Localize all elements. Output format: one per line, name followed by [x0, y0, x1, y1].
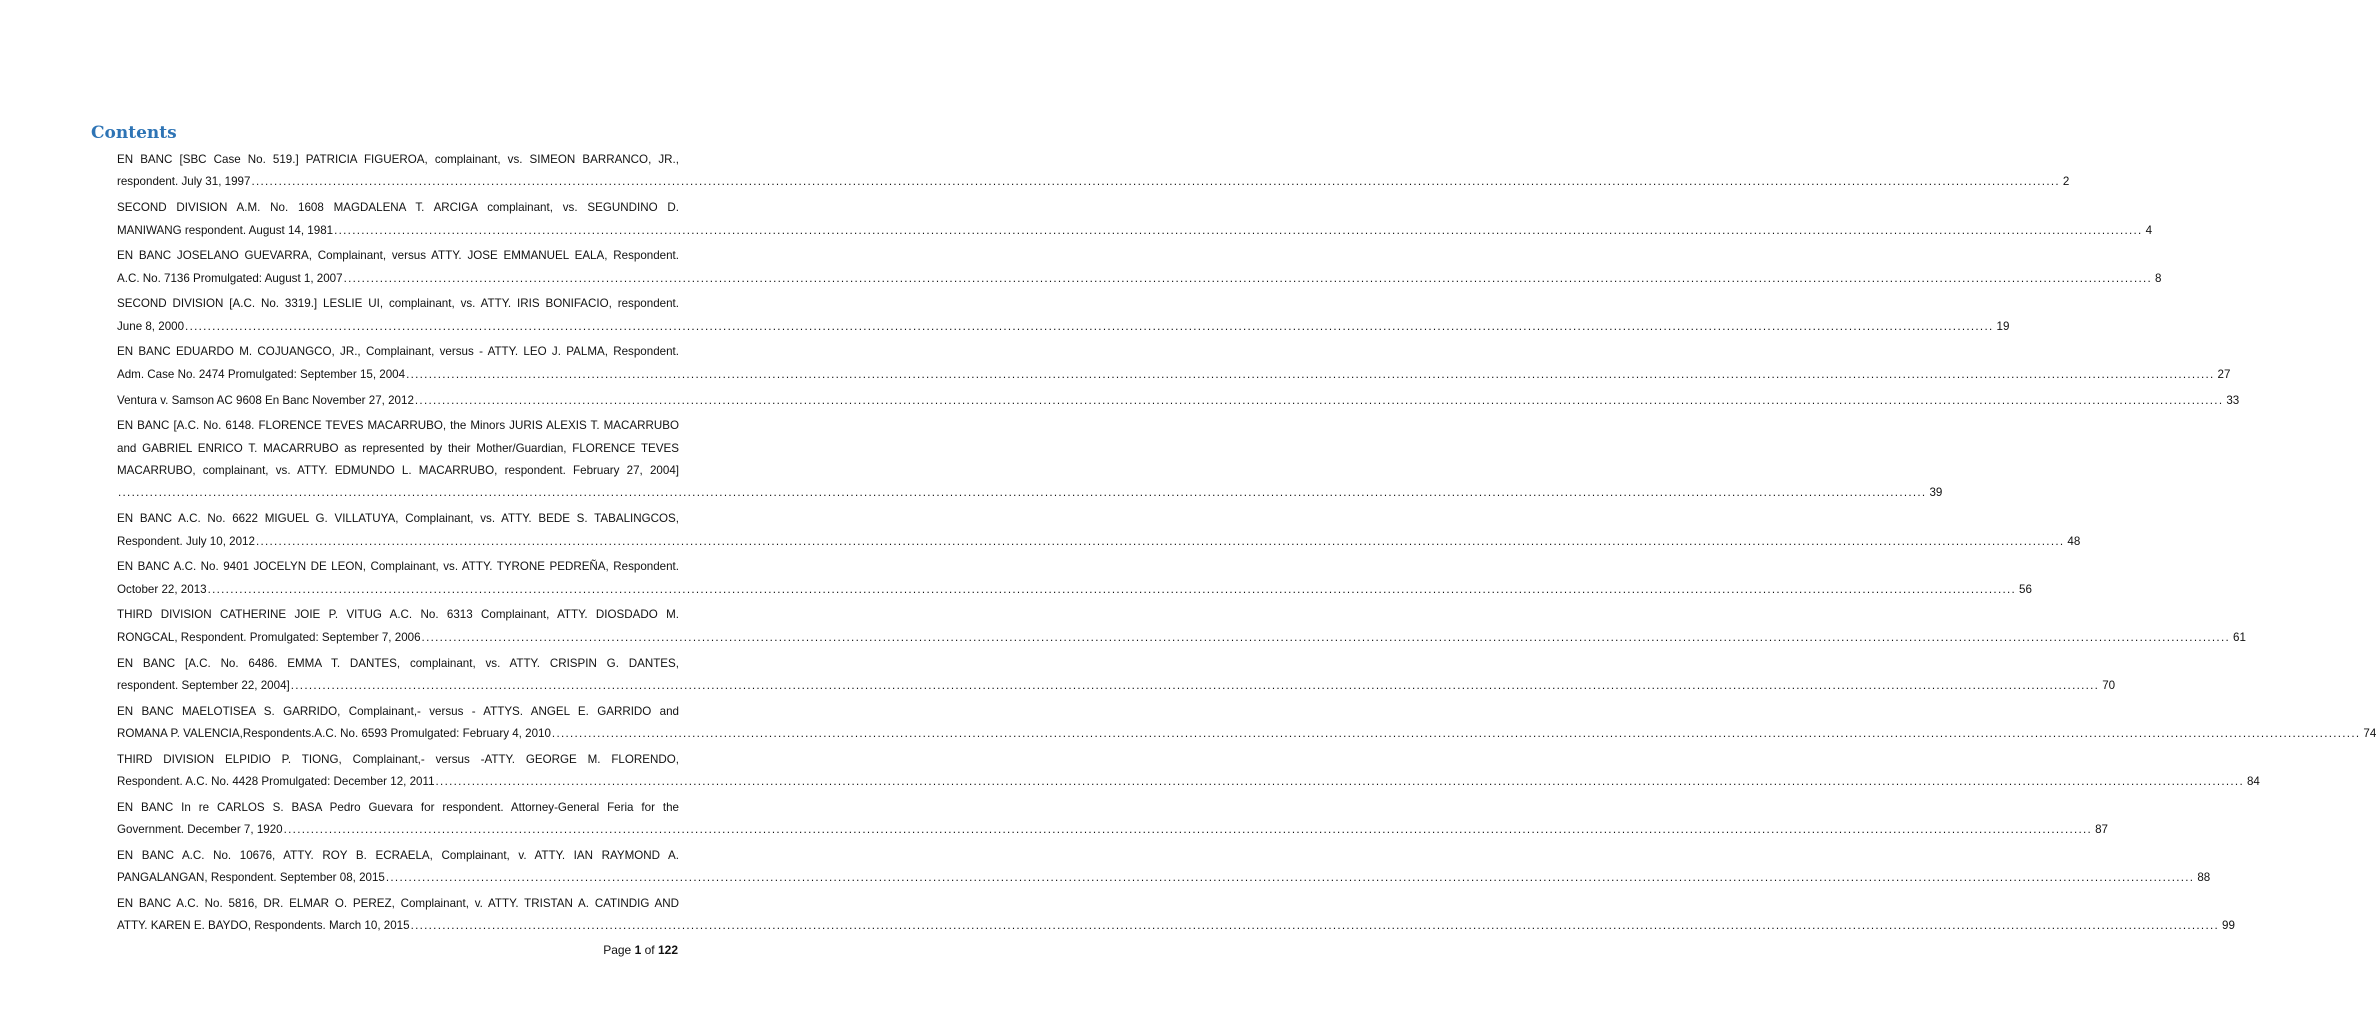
toc-entry-tail — [117, 316, 2010, 338]
toc-entry-text: Adm. Case No. 2474 Promulgated: September 15, 2004 — [117, 367, 406, 381]
toc-entry-tail — [117, 268, 2162, 290]
toc-entry-tail — [117, 579, 2032, 601]
dot-leader: ................................................................................................................................................................................................................................................................................................................................................................................................................ — [410, 919, 2220, 933]
dot-leader: ................................................................................................................................................................................................................................................................................................................................................................................................................ — [283, 823, 2093, 837]
toc-entry-text: EN BANC EDUARDO M. COJUANGCO, JR., Complainant, versus - ATTY. LEO J. PALMA, Respondent. — [117, 345, 679, 359]
dot-leader: ................................................................................................................................................................................................................................................................................................................................................................................................................ — [435, 775, 2244, 789]
toc-entry-text: RONGCAL, Respondent. Promulgated: September 7, 2006 — [117, 630, 421, 644]
toc-entry-tail — [117, 675, 2116, 697]
toc-page-number[interactable]: 33 — [2226, 393, 2240, 407]
toc-entry-text: respondent. July 31, 1997 — [117, 175, 251, 189]
toc-page-number[interactable]: 61 — [2233, 630, 2246, 644]
toc-entry[interactable] — [117, 749, 2260, 794]
dot-leader: ................................................................................................................................................................................................................................................................................................................................................................................................................ — [406, 367, 2215, 381]
toc-entry-text: EN BANC MAELOTISEA S. GARRIDO, Complainant,- versus - ATTYS. ANGEL E. GARRIDO and — [117, 704, 679, 718]
toc-entry[interactable] — [117, 845, 2211, 890]
toc-page-number[interactable]: 99 — [2222, 919, 2235, 933]
toc-entry-text: MACARRUBO, complainant, vs. ATTY. EDMUNDO L. MACARRUBO, respondent. February 27, 2004] — [117, 464, 679, 478]
toc-entry-tail — [117, 771, 2260, 793]
toc-entry-tail — [117, 819, 2108, 841]
toc-entry-text: EN BANC A.C. No. 6622 MIGUEL G. VILLATUYA, Complainant, vs. ATTY. BEDE S. TABALINGCOS, — [117, 512, 679, 526]
toc-entry-text: THIRD DIVISION ELPIDIO P. TIONG, Complainant,- versus -ATTY. GEORGE M. FLORENDO, — [117, 752, 679, 766]
toc-entry-text: EN BANC In re CARLOS S. BASA Pedro Guevara for respondent. Attorney-General Feria for the — [117, 800, 679, 814]
toc-entry-text: EN BANC A.C. No. 10676, ATTY. ROY B. ECRAELA, Complainant, v. ATTY. IAN RAYMOND A. — [117, 848, 679, 862]
toc-page-number[interactable]: 8 — [2155, 271, 2162, 285]
dot-leader: ................................................................................................................................................................................................................................................................................................................................................................................................................ — [255, 534, 2065, 548]
toc-entry[interactable] — [117, 341, 2231, 386]
toc-entry-tail — [117, 390, 2240, 412]
toc-entry[interactable] — [117, 415, 1943, 505]
toc-entry-text: October 22, 2013 — [117, 582, 207, 596]
toc-entry-text: Government. December 7, 1920 — [117, 823, 283, 837]
toc-entry-text: EN BANC A.C. No. 9401 JOCELYN DE LEON, Complainant, vs. ATTY. TYRONE PEDREÑA, Respondent. — [117, 560, 679, 574]
toc-entry-text: and GABRIEL ENRICO T. MACARRUBO as represented by their Mother/Guardian, FLORENCE TEVES — [117, 441, 679, 455]
dot-leader: ................................................................................................................................................................................................................................................................................................................................................................................................................ — [251, 175, 2060, 189]
toc-entry-tail — [117, 364, 2231, 386]
toc-page-number[interactable]: 56 — [2019, 582, 2032, 596]
dot-leader: ................................................................................................................................................................................................................................................................................................................................................................................................................ — [185, 319, 1994, 333]
toc-entry-text: EN BANC [A.C. No. 6486. EMMA T. DANTES, complainant, vs. ATTY. CRISPIN G. DANTES, — [117, 656, 679, 670]
current-page-number: 1 — [634, 943, 642, 957]
toc-entry-text: ATTY. KAREN E. BAYDO, Respondents. March 10, 2015 — [117, 919, 410, 933]
page-label: Page — [603, 943, 632, 957]
toc-entry[interactable] — [117, 245, 2162, 290]
table-of-contents — [117, 149, 2376, 941]
toc-page-number[interactable]: 27 — [2217, 367, 2231, 381]
toc-page-number[interactable]: 88 — [2197, 871, 2211, 885]
toc-entry-tail — [117, 627, 2246, 649]
toc-entry-text: EN BANC [SBC Case No. 519.] PATRICIA FIGUEROA, complainant, vs. SIMEON BARRANCO, JR., — [117, 153, 679, 166]
toc-entry[interactable] — [117, 149, 2070, 194]
toc-page-number[interactable]: 2 — [2062, 175, 2070, 189]
toc-page-number[interactable]: 19 — [1996, 319, 2010, 333]
toc-page-number[interactable]: 39 — [1929, 486, 1943, 500]
toc-entry-tail — [117, 531, 2081, 553]
toc-entry-text: EN BANC JOSELANO GUEVARRA, Complainant, versus ATTY. JOSE EMMANUEL EALA, Respondent. — [117, 249, 679, 263]
toc-entry[interactable] — [117, 701, 2376, 746]
dot-leader: ................................................................................................................................................................................................................................................................................................................................................................................................................ — [414, 393, 2224, 407]
total-page-count: 122 — [657, 943, 678, 957]
toc-entry[interactable] — [117, 197, 2153, 242]
toc-entry-text: MANIWANG respondent. August 14, 1981 — [117, 223, 334, 237]
toc-entry-text: Ventura v. Samson AC 9608 En Banc November 27, 2012 — [117, 393, 414, 407]
dot-leader: ................................................................................................................................................................................................................................................................................................................................................................................................................ — [551, 727, 2361, 741]
toc-entry-tail — [117, 723, 2376, 745]
toc-entry-text: EN BANC [A.C. No. 6148. FLORENCE TEVES MACARRUBO, the Minors JURIS ALEXIS T. MACARRUBO — [117, 419, 679, 433]
toc-page-number[interactable]: 84 — [2246, 775, 2260, 789]
toc-entry[interactable] — [117, 653, 2116, 698]
toc-entry[interactable] — [117, 604, 2246, 649]
toc-entry-text: ROMANA P. VALENCIA,Respondents.A.C. No. 6593 Promulgated: February 4, 2010 — [117, 727, 551, 741]
toc-entry-text: respondent. September 22, 2004] — [117, 678, 290, 692]
toc-entry[interactable] — [117, 893, 2235, 938]
toc-title: Contents — [91, 123, 177, 143]
toc-entry[interactable] — [117, 508, 2081, 553]
dot-leader: ................................................................................................................................................................................................................................................................................................................................................................................................................ — [118, 486, 1927, 500]
dot-leader: ................................................................................................................................................................................................................................................................................................................................................................................................................ — [207, 582, 2017, 596]
toc-page-number[interactable]: 4 — [2145, 223, 2153, 237]
dot-leader: ................................................................................................................................................................................................................................................................................................................................................................................................................ — [343, 271, 2153, 285]
toc-entry-tail — [117, 867, 2211, 889]
toc-entry[interactable] — [117, 556, 2032, 601]
dot-leader: ................................................................................................................................................................................................................................................................................................................................................................................................................ — [334, 223, 2143, 237]
dot-leader: ................................................................................................................................................................................................................................................................................................................................................................................................................ — [290, 678, 2100, 692]
dot-leader: ................................................................................................................................................................................................................................................................................................................................................................................................................ — [421, 630, 2230, 644]
toc-entry-text: Respondent. July 10, 2012 — [117, 534, 255, 548]
toc-page-number[interactable]: 74 — [2363, 727, 2376, 741]
toc-entry[interactable] — [117, 293, 2010, 338]
page-footer — [603, 943, 678, 957]
page-of-label: of — [644, 943, 655, 957]
toc-page-number[interactable]: 87 — [2095, 823, 2108, 837]
toc-entry-text: EN BANC A.C. No. 5816, DR. ELMAR O. PEREZ, Complainant, v. ATTY. TRISTAN A. CATINDIG AND — [117, 897, 679, 911]
toc-entry-text: A.C. No. 7136 Promulgated: August 1, 2007 — [117, 271, 343, 285]
toc-page-number[interactable]: 48 — [2067, 534, 2081, 548]
toc-entry-text: June 8, 2000 — [117, 319, 185, 333]
toc-entry-tail — [117, 171, 2070, 193]
toc-page-number[interactable]: 70 — [2102, 678, 2116, 692]
toc-entry-text: PANGALANGAN, Respondent. September 08, 2015 — [117, 871, 385, 885]
toc-entry-text: SECOND DIVISION A.M. No. 1608 MAGDALENA T. ARCIGA complainant, vs. SEGUNDINO D. — [117, 201, 679, 215]
toc-entry-text: Respondent. A.C. No. 4428 Promulgated: December 12, 2011 — [117, 775, 435, 789]
toc-entry-tail — [117, 220, 2153, 242]
toc-entry-text: THIRD DIVISION CATHERINE JOIE P. VITUG A.C. No. 6313 Complainant, ATTY. DIOSDADO M. — [117, 608, 679, 622]
dot-leader: ................................................................................................................................................................................................................................................................................................................................................................................................................ — [385, 871, 2195, 885]
toc-entry-tail — [117, 482, 1943, 504]
toc-entry[interactable] — [117, 797, 2108, 842]
toc-entry-tail — [117, 915, 2235, 937]
toc-entry[interactable] — [117, 390, 2240, 412]
toc-entry-text: SECOND DIVISION [A.C. No. 3319.] LESLIE UI, complainant, vs. ATTY. IRIS BONIFACIO, respondent. — [117, 297, 679, 311]
